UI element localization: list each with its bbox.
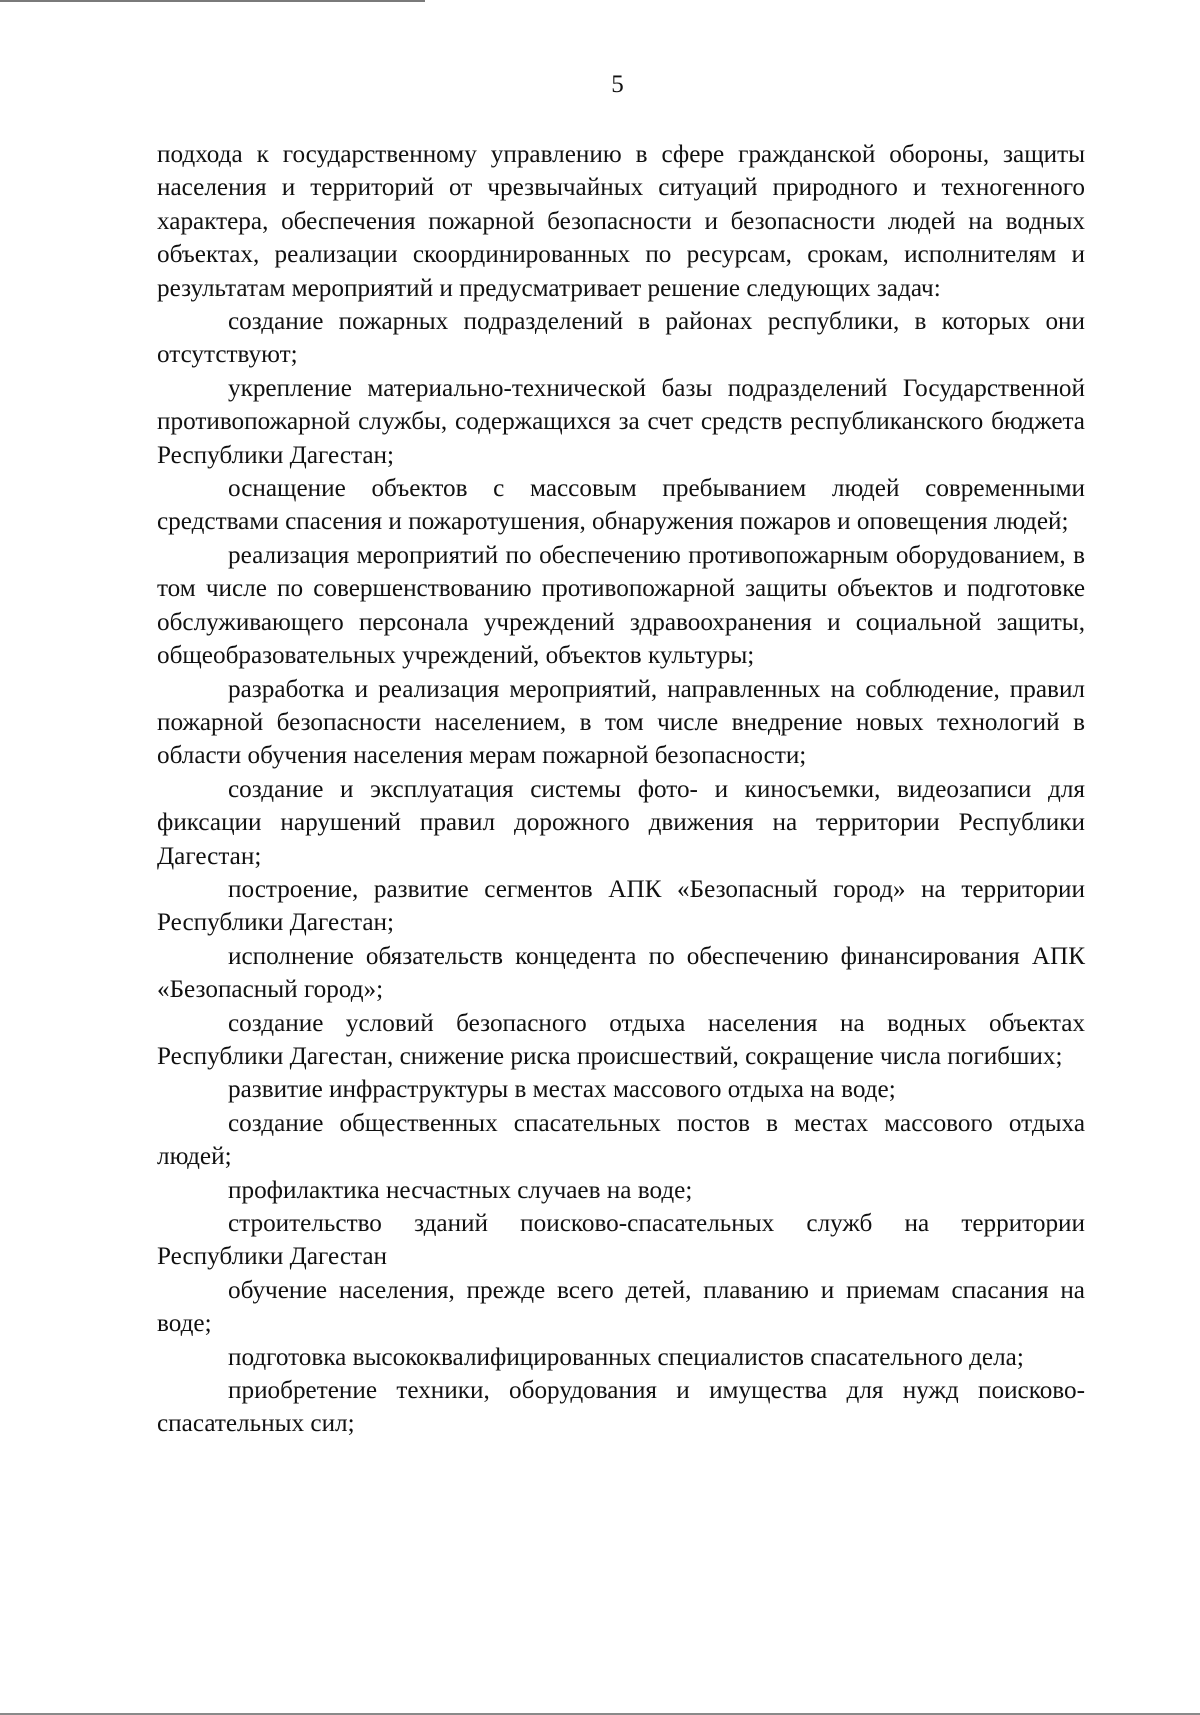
task-item: укрепление материально-технической базы подразделений Государственной противопожарной службы, содержащихся за счет средств республиканского бюджета Республики Дагестан; [157,374,1085,469]
task-item: создание условий безопасного отдыха населения на водных объектах Республики Дагестан, снижение риска происшествий, сокращение числа погибших; [157,1009,1085,1070]
task-item: профилактика несчастных случаев на воде; [228,1176,693,1204]
task-item: реализация мероприятий по обеспечению противопожарным оборудованием, в том числе по совершенствованию противопожарной защиты объектов и подготовке обслуживающего персонала учреждений здравоохранения и социальной защиты, общеобразовательных учреждений, объектов культуры; [157,541,1085,670]
task-item: оснащение объектов с массовым пребыванием людей современными средствами спасения и пожаротушения, обнаружения пожаров и оповещения людей; [157,475,1085,536]
task-item: создание общественных спасательных постов в местах массового отдыха людей; [157,1109,1085,1171]
task-item: создание и эксплуатация системы фото- и киносъемки, видеозаписи для фиксации нарушений правил дорожного движения на территории Республики Дагестан; [157,775,1085,870]
task-item: подготовка высококвалифицированных специалистов спасательного дела; [228,1343,1024,1371]
task-item: разработка и реализация мероприятий, направленных на соблюдение, правил пожарной безопасности населением, в том числе внедрение новых технологий в области обучения населения мерам пожарной безопасности; [157,675,1085,770]
task-item: приобретение техники, оборудования и имущества для нужд поисково-спасательных сил; [157,1377,1085,1438]
task-item: построение, развитие сегментов АПК «Безопасный город» на территории Республики Дагестан; [157,875,1085,937]
task-item: развитие инфраструктуры в местах массового отдыха на воде; [228,1076,896,1104]
scan-edge-top [0,0,425,2]
task-item: создание пожарных подразделений в районах республики, в которых они отсутствуют; [157,308,1085,369]
task-item: обучение населения, прежде всего детей, плаванию и приемам спасания на воде; [157,1276,1085,1338]
page-number: 5 [611,71,624,98]
task-item: строительство зданий поисково-спасательных служб на территории Республики Дагестан [157,1210,1085,1271]
paragraph-continuation: подхода к государственному управлению в сфере гражданской обороны, защиты населения и территорий от чрезвычайных ситуаций природного и техногенного характера, обеспечения пожарной безопасности и безопасности людей на водных объектах, реализации скоординированных по ресурсам, срокам, исполнителям и результатам мероприятий и предусматривает решение следующих задач: [157,141,1085,302]
task-item: исполнение обязательств концедента по обеспечению финансирования АПК «Безопасный город»; [157,942,1085,1004]
document-body [157,138,1085,1441]
